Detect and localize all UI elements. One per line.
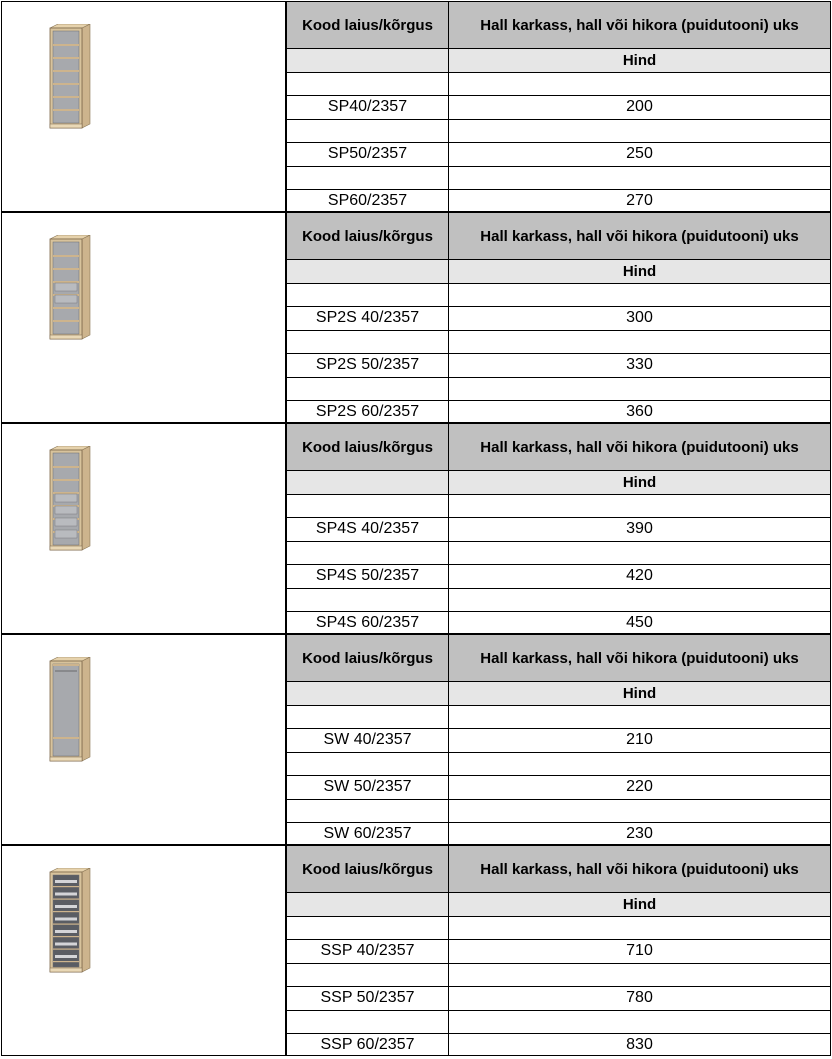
code-subheader-empty xyxy=(286,48,449,73)
product-code: SP60/2357 xyxy=(286,189,449,212)
spacer-cell xyxy=(286,1010,449,1035)
product-code: SSP 50/2357 xyxy=(286,986,449,1011)
spacer-cell xyxy=(448,330,831,355)
code-subheader-empty xyxy=(286,681,449,706)
code-subheader-empty xyxy=(286,470,449,495)
product-price: 450 xyxy=(448,611,831,634)
spacer-cell xyxy=(448,1010,831,1035)
spacer-cell xyxy=(448,799,831,824)
spacer-cell xyxy=(286,752,449,777)
product-price: 710 xyxy=(448,939,831,964)
code-column-header: Kood laius/kõrgus xyxy=(286,212,449,260)
product-code: SW 40/2357 xyxy=(286,728,449,753)
product-code: SP2S 50/2357 xyxy=(286,353,449,378)
spacer-cell xyxy=(286,166,449,191)
price-subheader: Hind xyxy=(448,48,831,73)
cabinet-image xyxy=(48,24,98,134)
product-code: SP2S 60/2357 xyxy=(286,400,449,423)
product-image-cell xyxy=(1,634,286,845)
price-column-header: Hall karkass, hall või hikora (puidutooni) uks xyxy=(448,212,831,260)
product-section xyxy=(0,845,832,1056)
spacer-cell xyxy=(448,72,831,97)
code-subheader-empty xyxy=(286,892,449,917)
product-price: 230 xyxy=(448,822,831,845)
spacer-cell xyxy=(448,916,831,941)
product-code: SP4S 40/2357 xyxy=(286,517,449,542)
spacer-cell xyxy=(448,119,831,144)
spacer-cell xyxy=(448,541,831,566)
price-subheader: Hind xyxy=(448,470,831,495)
product-code: SP4S 50/2357 xyxy=(286,564,449,589)
product-image-cell xyxy=(1,845,286,1056)
product-price: 780 xyxy=(448,986,831,1011)
spacer-cell xyxy=(286,541,449,566)
product-section xyxy=(0,423,832,634)
code-column-header: Kood laius/kõrgus xyxy=(286,423,449,471)
spacer-cell xyxy=(448,494,831,519)
spacer-cell xyxy=(286,119,449,144)
product-code: SP4S 60/2357 xyxy=(286,611,449,634)
cabinet-image xyxy=(48,235,98,345)
price-column-header: Hall karkass, hall või hikora (puidutooni) uks xyxy=(448,634,831,682)
spacer-cell xyxy=(448,705,831,730)
spacer-cell xyxy=(448,588,831,613)
product-price: 330 xyxy=(448,353,831,378)
cabinet-image xyxy=(48,868,98,978)
cabinet-image xyxy=(48,657,98,767)
product-price: 360 xyxy=(448,400,831,423)
spacer-cell xyxy=(286,72,449,97)
code-column-header: Kood laius/kõrgus xyxy=(286,634,449,682)
product-code: SSP 60/2357 xyxy=(286,1033,449,1056)
product-section xyxy=(0,212,832,423)
price-column-header: Hall karkass, hall või hikora (puidutooni) uks xyxy=(448,423,831,471)
product-price: 270 xyxy=(448,189,831,212)
spacer-cell xyxy=(286,963,449,988)
product-code: SW 50/2357 xyxy=(286,775,449,800)
product-code: SW 60/2357 xyxy=(286,822,449,845)
spacer-cell xyxy=(286,705,449,730)
product-section xyxy=(0,634,832,845)
product-code: SP40/2357 xyxy=(286,95,449,120)
product-price: 220 xyxy=(448,775,831,800)
product-price: 200 xyxy=(448,95,831,120)
spacer-cell xyxy=(286,916,449,941)
product-price: 390 xyxy=(448,517,831,542)
product-section xyxy=(0,1,832,212)
spacer-cell xyxy=(448,283,831,308)
product-code: SP2S 40/2357 xyxy=(286,306,449,331)
price-subheader: Hind xyxy=(448,259,831,284)
code-column-header: Kood laius/kõrgus xyxy=(286,1,449,49)
code-column-header: Kood laius/kõrgus xyxy=(286,845,449,893)
product-price: 250 xyxy=(448,142,831,167)
product-image-cell xyxy=(1,212,286,423)
product-price: 300 xyxy=(448,306,831,331)
spacer-cell xyxy=(286,283,449,308)
spacer-cell xyxy=(448,752,831,777)
spacer-cell xyxy=(286,330,449,355)
product-image-cell xyxy=(1,1,286,212)
spacer-cell xyxy=(448,166,831,191)
spacer-cell xyxy=(286,588,449,613)
price-subheader: Hind xyxy=(448,681,831,706)
price-subheader: Hind xyxy=(448,892,831,917)
price-column-header: Hall karkass, hall või hikora (puidutooni) uks xyxy=(448,845,831,893)
product-price: 210 xyxy=(448,728,831,753)
product-code: SSP 40/2357 xyxy=(286,939,449,964)
spacer-cell xyxy=(286,799,449,824)
product-price: 420 xyxy=(448,564,831,589)
code-subheader-empty xyxy=(286,259,449,284)
cabinet-image xyxy=(48,446,98,556)
product-price: 830 xyxy=(448,1033,831,1056)
spacer-cell xyxy=(448,377,831,402)
spacer-cell xyxy=(286,377,449,402)
product-code: SP50/2357 xyxy=(286,142,449,167)
price-column-header: Hall karkass, hall või hikora (puidutooni) uks xyxy=(448,1,831,49)
product-image-cell xyxy=(1,423,286,634)
spacer-cell xyxy=(448,963,831,988)
spacer-cell xyxy=(286,494,449,519)
